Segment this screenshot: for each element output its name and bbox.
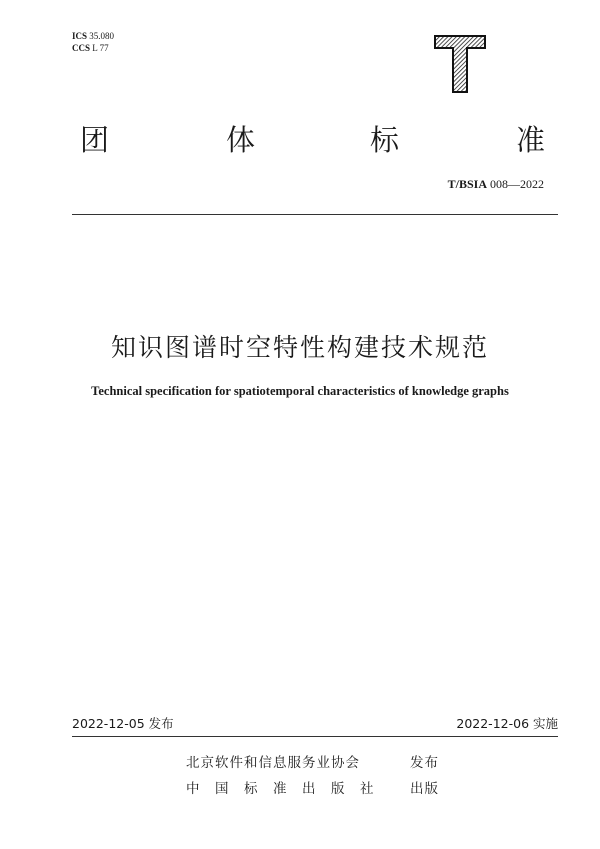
standard-code: 008—2022 [490,177,544,191]
classification-codes [72,30,114,54]
publisher-char: 国 [215,781,229,797]
document-category [80,118,550,158]
header-divider [72,214,558,215]
issuer-action: 发布 [410,755,439,771]
category-char: 准 [516,123,546,157]
publisher-char: 版 [331,781,345,797]
publisher-char: 社 [360,781,374,797]
standard-t-logo-icon [433,34,487,94]
ccs-code [72,42,114,54]
category-char: 体 [226,123,256,157]
standard-prefix: T/BSIA [447,177,487,191]
publisher-char: 标 [244,781,258,797]
issue-date: 2022-12-05 发布 [72,716,174,731]
standard-number [448,177,544,192]
category-char: 团 [80,123,110,157]
footer-divider [72,736,558,737]
ics-value: 35.080 [89,31,115,41]
implementation-date: 2022-12-06 实施 [456,716,558,731]
publisher-char: 中 [186,781,200,797]
title-chinese: 知识图谱时空特性构建技术规范 [110,333,489,362]
publisher-action: 出版 [410,781,439,797]
publisher-char: 准 [273,781,287,797]
issuer-name: 北京软件和信息服务业协会 [186,755,360,771]
title-english: Technical specification for spatiotemporal characteristics of knowledge graphs [91,384,509,398]
ccs-label: CCS [72,43,91,53]
ics-label: ICS [72,31,88,41]
ccs-value: L 77 [92,43,109,53]
ics-code [72,30,114,42]
publisher-char: 出 [302,781,316,797]
category-char: 标 [370,123,400,157]
